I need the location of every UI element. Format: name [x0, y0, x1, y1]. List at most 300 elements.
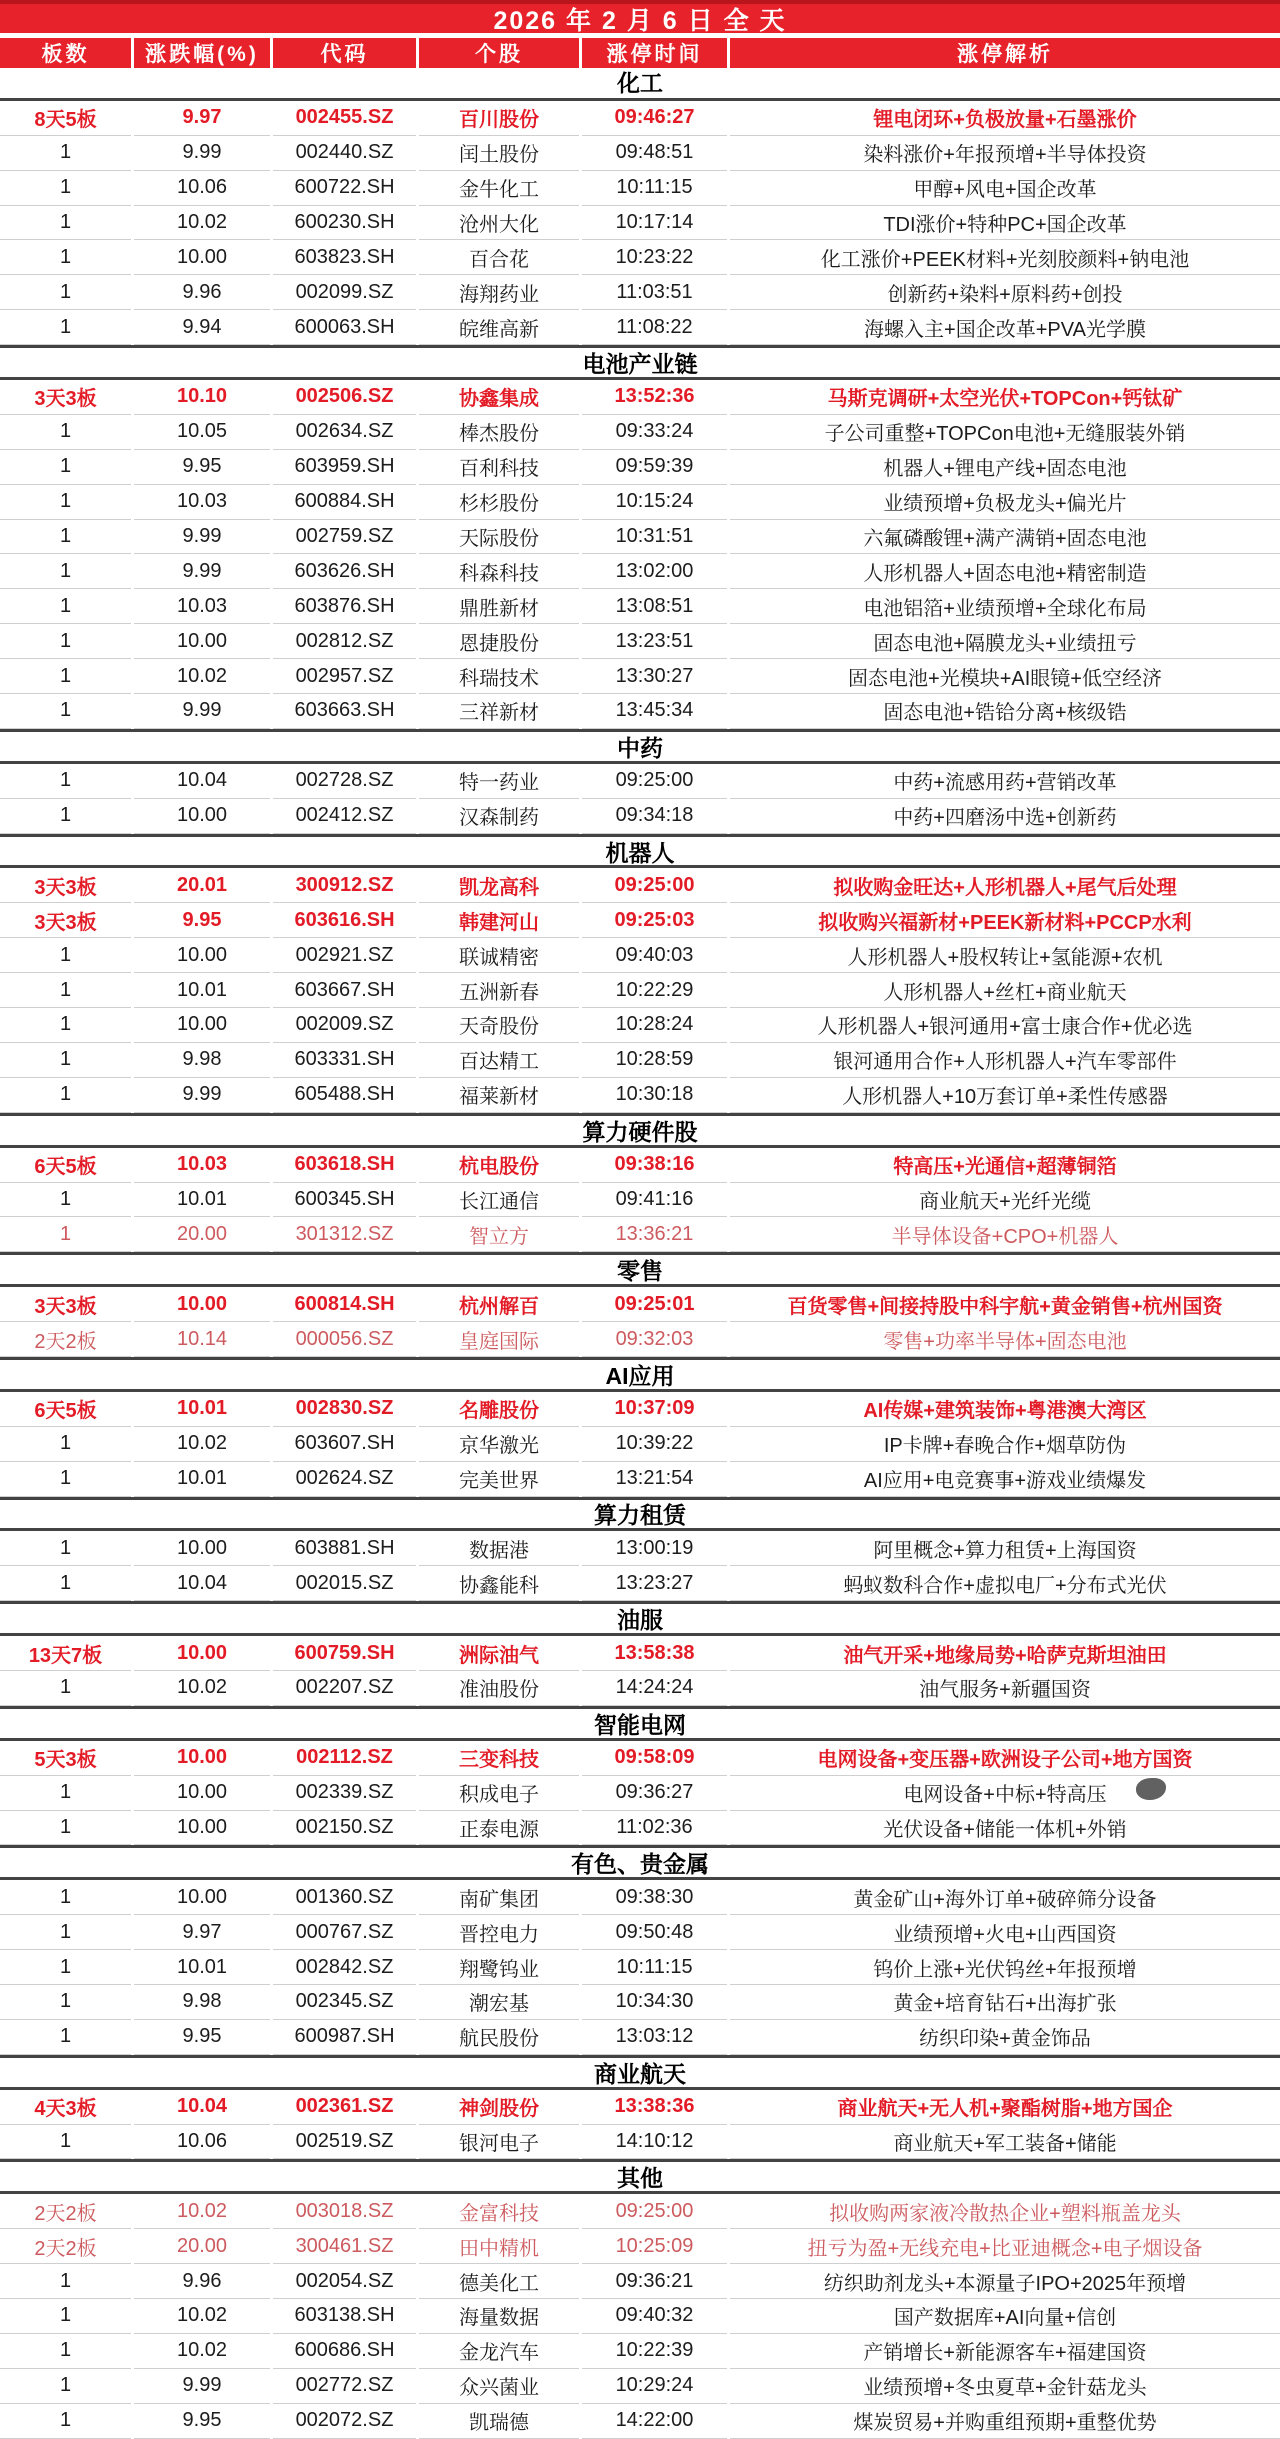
cell-pct: 9.99	[134, 1078, 270, 1113]
cell-time: 13:08:51	[582, 589, 727, 624]
cell-pct: 10.00	[134, 1287, 270, 1322]
cell-pct: 9.95	[134, 2404, 270, 2439]
cell-pct: 10.05	[134, 415, 270, 450]
cell-boards: 1	[0, 1427, 131, 1462]
stock-row	[0, 1985, 1280, 2020]
cell-stock: 洲际油气	[419, 1636, 579, 1671]
cell-stock: 凯瑞德	[419, 2404, 579, 2439]
cell-analysis: 国产数据库+AI向量+信创	[730, 2299, 1280, 2334]
cell-stock: 翔鹭钨业	[419, 1950, 579, 1985]
stock-row	[0, 1008, 1280, 1043]
cell-stock: 京华激光	[419, 1427, 579, 1462]
cell-analysis: 业绩预增+冬虫夏草+金针菇龙头	[730, 2369, 1280, 2404]
cell-boards: 1	[0, 240, 131, 275]
cell-analysis: 业绩预增+火电+山西国资	[730, 1915, 1280, 1950]
cell-stock: 金龙汽车	[419, 2334, 579, 2369]
cell-boards: 1	[0, 2404, 131, 2439]
cell-pct: 10.00	[134, 1880, 270, 1915]
cell-pct: 9.96	[134, 2264, 270, 2299]
cell-analysis: 黄金矿山+海外订单+破碎筛分设备	[730, 1880, 1280, 1915]
cell-pct: 9.98	[134, 1043, 270, 1078]
cell-time: 09:25:00	[582, 764, 727, 799]
cell-analysis: 固态电池+锆铪分离+核级锆	[730, 694, 1280, 729]
cell-stock: 鼎胜新材	[419, 589, 579, 624]
cell-code: 002519.SZ	[273, 2125, 416, 2160]
cell-stock: 杭电股份	[419, 1148, 579, 1183]
column-header-boards: 板数	[0, 38, 131, 68]
cell-analysis: 中药+流感用药+营销改革	[730, 764, 1280, 799]
cell-analysis: 光伏设备+储能一体机+外销	[730, 1811, 1280, 1846]
cell-time: 10:25:09	[582, 2229, 727, 2264]
cell-code: 600987.SH	[273, 2020, 416, 2055]
cell-analysis: AI传媒+建筑装饰+粤港澳大湾区	[730, 1392, 1280, 1427]
cell-analysis: 六氟磷酸锂+满产满销+固态电池	[730, 520, 1280, 555]
cell-analysis: 电网设备+变压器+欧洲设子公司+地方国资	[730, 1741, 1280, 1776]
cell-boards: 6天5板	[0, 1148, 131, 1183]
stock-row	[0, 1183, 1280, 1218]
stock-row	[0, 1811, 1280, 1846]
stock-row	[0, 973, 1280, 1008]
cell-analysis: 拟收购两家液冷散热企业+塑料瓶盖龙头	[730, 2194, 1280, 2229]
cell-stock: 三变科技	[419, 1741, 579, 1776]
cell-analysis: 产销增长+新能源客车+福建国资	[730, 2334, 1280, 2369]
cell-pct: 10.06	[134, 2125, 270, 2160]
cell-boards: 1	[0, 275, 131, 310]
cell-stock: 特一药业	[419, 764, 579, 799]
stock-row	[0, 206, 1280, 241]
cell-stock: 皖维高新	[419, 310, 579, 345]
cell-stock: 正泰电源	[419, 1811, 579, 1846]
cell-analysis: 商业航天+军工装备+储能	[730, 2125, 1280, 2160]
stock-row	[0, 1148, 1280, 1183]
cell-pct: 10.00	[134, 938, 270, 973]
cell-time: 13:21:54	[582, 1462, 727, 1497]
cell-time: 09:25:00	[582, 868, 727, 903]
stock-row	[0, 764, 1280, 799]
stock-row	[0, 1078, 1280, 1113]
stock-row	[0, 136, 1280, 171]
cell-code: 002634.SZ	[273, 415, 416, 450]
cell-stock: 潮宏基	[419, 1985, 579, 2020]
cell-boards: 1	[0, 1008, 131, 1043]
cell-code: 603876.SH	[273, 589, 416, 624]
stock-row	[0, 171, 1280, 206]
cell-pct: 9.96	[134, 275, 270, 310]
cell-boards: 1	[0, 485, 131, 520]
cell-analysis: 商业航天+光纤光缆	[730, 1183, 1280, 1218]
cell-time: 10:22:29	[582, 973, 727, 1008]
cell-stock: 田中精机	[419, 2229, 579, 2264]
cell-pct: 9.98	[134, 1985, 270, 2020]
cell-pct: 10.00	[134, 624, 270, 659]
stock-row	[0, 2229, 1280, 2264]
cell-stock: 金牛化工	[419, 171, 579, 206]
cell-stock: 众兴菌业	[419, 2369, 579, 2404]
cell-stock: 数据港	[419, 1531, 579, 1566]
cell-code: 603881.SH	[273, 1531, 416, 1566]
cell-boards: 1	[0, 1462, 131, 1497]
cell-boards: 1	[0, 659, 131, 694]
cell-time: 10:22:39	[582, 2334, 727, 2369]
cell-boards: 1	[0, 1566, 131, 1601]
cell-boards: 1	[0, 1217, 131, 1252]
cell-code: 002015.SZ	[273, 1566, 416, 1601]
cell-pct: 10.00	[134, 1531, 270, 1566]
cell-time: 13:03:12	[582, 2020, 727, 2055]
stock-row	[0, 1741, 1280, 1776]
cell-code: 603959.SH	[273, 450, 416, 485]
cell-code: 002842.SZ	[273, 1950, 416, 1985]
cell-pct: 9.94	[134, 310, 270, 345]
cell-boards: 1	[0, 1950, 131, 1985]
stock-row	[0, 450, 1280, 485]
cell-analysis: 蚂蚁数科合作+虚拟电厂+分布式光伏	[730, 1566, 1280, 1601]
cell-code: 002339.SZ	[273, 1776, 416, 1811]
cell-pct: 20.00	[134, 1217, 270, 1252]
cell-analysis: 扭亏为盈+无线充电+比亚迪概念+电子烟设备	[730, 2229, 1280, 2264]
cell-stock: 五洲新春	[419, 973, 579, 1008]
section-header: 算力硬件股	[0, 1113, 1280, 1148]
cell-code: 003018.SZ	[273, 2194, 416, 2229]
stock-row	[0, 2194, 1280, 2229]
cell-time: 09:36:21	[582, 2264, 727, 2299]
cell-boards: 3天3板	[0, 903, 131, 938]
cell-analysis: 人形机器人+丝杠+商业航天	[730, 973, 1280, 1008]
stock-row	[0, 1915, 1280, 1950]
cell-code: 300912.SZ	[273, 868, 416, 903]
cell-pct: 10.02	[134, 659, 270, 694]
cell-stock: 百利科技	[419, 450, 579, 485]
cell-pct: 10.02	[134, 1671, 270, 1706]
section-header: 有色、贵金属	[0, 1845, 1280, 1880]
cell-code: 002207.SZ	[273, 1671, 416, 1706]
cell-analysis: 阿里概念+算力租赁+上海国资	[730, 1531, 1280, 1566]
cell-pct: 10.10	[134, 380, 270, 415]
cell-code: 603138.SH	[273, 2299, 416, 2334]
cell-code: 600230.SH	[273, 206, 416, 241]
cell-code: 002150.SZ	[273, 1811, 416, 1846]
cell-code: 600345.SH	[273, 1183, 416, 1218]
stock-row	[0, 1880, 1280, 1915]
cell-time: 14:22:00	[582, 2404, 727, 2439]
table-body	[0, 66, 1280, 2439]
cell-pct: 9.97	[134, 101, 270, 136]
cell-stock: 联诚精密	[419, 938, 579, 973]
cell-analysis: 业绩预增+负极龙头+偏光片	[730, 485, 1280, 520]
cell-analysis: 拟收购兴福新材+PEEK新材料+PCCP水利	[730, 903, 1280, 938]
cell-pct: 10.02	[134, 2299, 270, 2334]
stock-row	[0, 1671, 1280, 1706]
cell-stock: 航民股份	[419, 2020, 579, 2055]
cell-code: 002072.SZ	[273, 2404, 416, 2439]
cell-stock: 协鑫能科	[419, 1566, 579, 1601]
cell-stock: 科瑞技术	[419, 659, 579, 694]
cell-code: 002830.SZ	[273, 1392, 416, 1427]
cell-code: 002624.SZ	[273, 1462, 416, 1497]
cell-analysis: 化工涨价+PEEK材料+光刻胶颜料+钠电池	[730, 240, 1280, 275]
stock-row	[0, 554, 1280, 589]
cell-boards: 1	[0, 2369, 131, 2404]
cell-pct: 9.97	[134, 1915, 270, 1950]
cell-time: 09:40:32	[582, 2299, 727, 2334]
cell-boards: 1	[0, 973, 131, 1008]
cell-boards: 3天3板	[0, 380, 131, 415]
cell-pct: 10.00	[134, 1741, 270, 1776]
cell-time: 10:34:30	[582, 1985, 727, 2020]
cell-code: 603626.SH	[273, 554, 416, 589]
cell-boards: 1	[0, 520, 131, 555]
stock-row	[0, 240, 1280, 275]
cell-boards: 1	[0, 310, 131, 345]
cell-boards: 1	[0, 1531, 131, 1566]
cell-analysis: 甲醇+风电+国企改革	[730, 171, 1280, 206]
cell-analysis: IP卡牌+春晚合作+烟草防伪	[730, 1427, 1280, 1462]
cell-analysis: 锂电闭环+负极放量+石墨涨价	[730, 101, 1280, 136]
stock-row	[0, 1531, 1280, 1566]
cell-pct: 10.01	[134, 1183, 270, 1218]
cell-pct: 10.02	[134, 206, 270, 241]
cell-pct: 9.95	[134, 450, 270, 485]
cell-time: 10:15:24	[582, 485, 727, 520]
cell-analysis: 人形机器人+10万套订单+柔性传感器	[730, 1078, 1280, 1113]
cell-analysis: 海螺入主+国企改革+PVA光学膜	[730, 310, 1280, 345]
cell-boards: 1	[0, 1776, 131, 1811]
cell-stock: 名雕股份	[419, 1392, 579, 1427]
stock-row	[0, 380, 1280, 415]
cell-time: 09:48:51	[582, 136, 727, 171]
cell-code: 301312.SZ	[273, 1217, 416, 1252]
cell-analysis: 拟收购金旺达+人形机器人+尾气后处理	[730, 868, 1280, 903]
column-header-pct: 涨跌幅(%)	[134, 38, 270, 68]
stock-row	[0, 2299, 1280, 2334]
cell-pct: 10.00	[134, 1008, 270, 1043]
cell-time: 10:11:15	[582, 171, 727, 206]
cell-stock: 海翔药业	[419, 275, 579, 310]
column-header-row	[0, 38, 1280, 66]
cell-time: 10:28:24	[582, 1008, 727, 1043]
cell-stock: 沧州大化	[419, 206, 579, 241]
cell-analysis: AI应用+电竞赛事+游戏业绩爆发	[730, 1462, 1280, 1497]
cell-pct: 9.99	[134, 136, 270, 171]
stock-row	[0, 275, 1280, 310]
stock-row	[0, 2125, 1280, 2160]
cell-time: 10:23:22	[582, 240, 727, 275]
cell-analysis: 油气服务+新疆国资	[730, 1671, 1280, 1706]
cell-time: 11:02:36	[582, 1811, 727, 1846]
column-header-analysis: 涨停解析	[730, 38, 1280, 68]
cell-stock: 海量数据	[419, 2299, 579, 2334]
cell-time: 09:58:09	[582, 1741, 727, 1776]
stock-row	[0, 938, 1280, 973]
cell-code: 603607.SH	[273, 1427, 416, 1462]
stock-row	[0, 1287, 1280, 1322]
cell-code: 002440.SZ	[273, 136, 416, 171]
cell-boards: 1	[0, 2125, 131, 2160]
cell-pct: 9.95	[134, 903, 270, 938]
cell-pct: 9.99	[134, 520, 270, 555]
cell-code: 300461.SZ	[273, 2229, 416, 2264]
cell-code: 002506.SZ	[273, 380, 416, 415]
cell-boards: 1	[0, 938, 131, 973]
cell-stock: 银河电子	[419, 2125, 579, 2160]
cell-code: 002009.SZ	[273, 1008, 416, 1043]
cell-pct: 10.01	[134, 1950, 270, 1985]
cell-time: 09:34:18	[582, 799, 727, 834]
cell-stock: 积成电子	[419, 1776, 579, 1811]
cell-pct: 10.02	[134, 1427, 270, 1462]
cell-pct: 10.04	[134, 764, 270, 799]
cell-boards: 1	[0, 415, 131, 450]
cell-pct: 10.00	[134, 240, 270, 275]
stock-row	[0, 589, 1280, 624]
stock-row	[0, 1043, 1280, 1078]
cell-stock: 晋控电力	[419, 1915, 579, 1950]
cell-code: 603667.SH	[273, 973, 416, 1008]
stock-row	[0, 1427, 1280, 1462]
cell-time: 09:25:01	[582, 1287, 727, 1322]
section-header: 油服	[0, 1601, 1280, 1636]
cell-pct: 10.00	[134, 799, 270, 834]
cell-pct: 9.99	[134, 554, 270, 589]
section-header: 算力租赁	[0, 1497, 1280, 1532]
cell-boards: 1	[0, 206, 131, 241]
cell-time: 11:08:22	[582, 310, 727, 345]
section-header: AI应用	[0, 1357, 1280, 1392]
cell-boards: 5天3板	[0, 1741, 131, 1776]
cell-boards: 1	[0, 554, 131, 589]
cell-boards: 1	[0, 1043, 131, 1078]
stock-row	[0, 694, 1280, 729]
cell-pct: 10.00	[134, 1776, 270, 1811]
cell-time: 09:25:00	[582, 2194, 727, 2229]
cell-time: 13:00:19	[582, 1531, 727, 1566]
cell-code: 603616.SH	[273, 903, 416, 938]
cell-boards: 1	[0, 136, 131, 171]
cell-boards: 1	[0, 1811, 131, 1846]
stock-row	[0, 1392, 1280, 1427]
stock-row	[0, 903, 1280, 938]
section-header: 化工	[0, 66, 1280, 101]
cell-stock: 百合花	[419, 240, 579, 275]
cell-pct: 10.03	[134, 485, 270, 520]
cell-time: 13:23:27	[582, 1566, 727, 1601]
cell-analysis: 百货零售+间接持股中科宇航+黄金销售+杭州国资	[730, 1287, 1280, 1322]
cell-analysis: 银河通用合作+人形机器人+汽车零部件	[730, 1043, 1280, 1078]
cell-code: 603331.SH	[273, 1043, 416, 1078]
cell-time: 10:29:24	[582, 2369, 727, 2404]
section-header: 零售	[0, 1252, 1280, 1287]
cell-code: 002921.SZ	[273, 938, 416, 973]
cell-time: 09:50:48	[582, 1915, 727, 1950]
cell-analysis: 机器人+锂电产线+固态电池	[730, 450, 1280, 485]
cell-analysis: 子公司重整+TOPCon电池+无缝服装外销	[730, 415, 1280, 450]
stock-row	[0, 1636, 1280, 1671]
cell-analysis: 纺织助剂龙头+本源量子IPO+2025年预增	[730, 2264, 1280, 2299]
section-header: 电池产业链	[0, 345, 1280, 380]
cell-time: 09:46:27	[582, 101, 727, 136]
cell-analysis: 特高压+光通信+超薄铜箔	[730, 1148, 1280, 1183]
section-header: 智能电网	[0, 1706, 1280, 1741]
cell-pct: 10.01	[134, 1462, 270, 1497]
cell-code: 600759.SH	[273, 1636, 416, 1671]
cell-time: 10:37:09	[582, 1392, 727, 1427]
cell-pct: 10.00	[134, 1636, 270, 1671]
cell-boards: 1	[0, 1915, 131, 1950]
cell-pct: 20.00	[134, 2229, 270, 2264]
cell-time: 10:17:14	[582, 206, 727, 241]
cell-stock: 长江通信	[419, 1183, 579, 1218]
cell-code: 600884.SH	[273, 485, 416, 520]
cell-stock: 科森科技	[419, 554, 579, 589]
cell-pct: 10.03	[134, 589, 270, 624]
cell-time: 13:23:51	[582, 624, 727, 659]
cell-boards: 1	[0, 1985, 131, 2020]
cell-boards: 1	[0, 1671, 131, 1706]
cell-time: 10:30:18	[582, 1078, 727, 1113]
cell-code: 002772.SZ	[273, 2369, 416, 2404]
column-header-code: 代码	[273, 38, 416, 68]
cell-stock: 天际股份	[419, 520, 579, 555]
cell-code: 002759.SZ	[273, 520, 416, 555]
cell-code: 002099.SZ	[273, 275, 416, 310]
stock-row	[0, 624, 1280, 659]
cell-boards: 3天3板	[0, 868, 131, 903]
stock-row	[0, 1462, 1280, 1497]
cell-analysis: 电网设备+中标+特高压	[730, 1776, 1280, 1811]
cell-boards: 1	[0, 799, 131, 834]
cell-code: 002957.SZ	[273, 659, 416, 694]
cell-analysis: 人形机器人+固态电池+精密制造	[730, 554, 1280, 589]
cell-time: 10:39:22	[582, 1427, 727, 1462]
section-header: 商业航天	[0, 2055, 1280, 2090]
stock-row	[0, 310, 1280, 345]
cell-code: 603618.SH	[273, 1148, 416, 1183]
cell-time: 09:40:03	[582, 938, 727, 973]
cell-time: 09:33:24	[582, 415, 727, 450]
stock-row	[0, 101, 1280, 136]
cell-time: 10:11:15	[582, 1950, 727, 1985]
cell-time: 13:30:27	[582, 659, 727, 694]
cell-analysis: 零售+功率半导体+固态电池	[730, 1322, 1280, 1357]
cell-analysis: 人形机器人+股权转让+氢能源+农机	[730, 938, 1280, 973]
cell-time: 13:02:00	[582, 554, 727, 589]
cell-code: 002361.SZ	[273, 2090, 416, 2125]
cell-time: 11:03:51	[582, 275, 727, 310]
cell-pct: 10.00	[134, 1811, 270, 1846]
cell-time: 09:41:16	[582, 1183, 727, 1218]
cell-code: 002345.SZ	[273, 1985, 416, 2020]
cell-time: 10:28:59	[582, 1043, 727, 1078]
date-title-bar	[0, 0, 1280, 33]
cell-boards: 1	[0, 1183, 131, 1218]
cell-boards: 1	[0, 171, 131, 206]
cell-boards: 1	[0, 589, 131, 624]
cell-pct: 9.99	[134, 2369, 270, 2404]
cell-stock: 德美化工	[419, 2264, 579, 2299]
cell-analysis: 电池铝箔+业绩预增+全球化布局	[730, 589, 1280, 624]
cell-pct: 9.95	[134, 2020, 270, 2055]
cell-boards: 1	[0, 2299, 131, 2334]
cell-code: 002412.SZ	[273, 799, 416, 834]
stock-row	[0, 659, 1280, 694]
column-header-stock: 个股	[419, 38, 579, 68]
cell-pct: 10.04	[134, 2090, 270, 2125]
cell-pct: 10.01	[134, 973, 270, 1008]
cell-code: 002455.SZ	[273, 101, 416, 136]
cell-boards: 2天2板	[0, 1322, 131, 1357]
cell-analysis: 半导体设备+CPO+机器人	[730, 1217, 1280, 1252]
cell-code: 603663.SH	[273, 694, 416, 729]
